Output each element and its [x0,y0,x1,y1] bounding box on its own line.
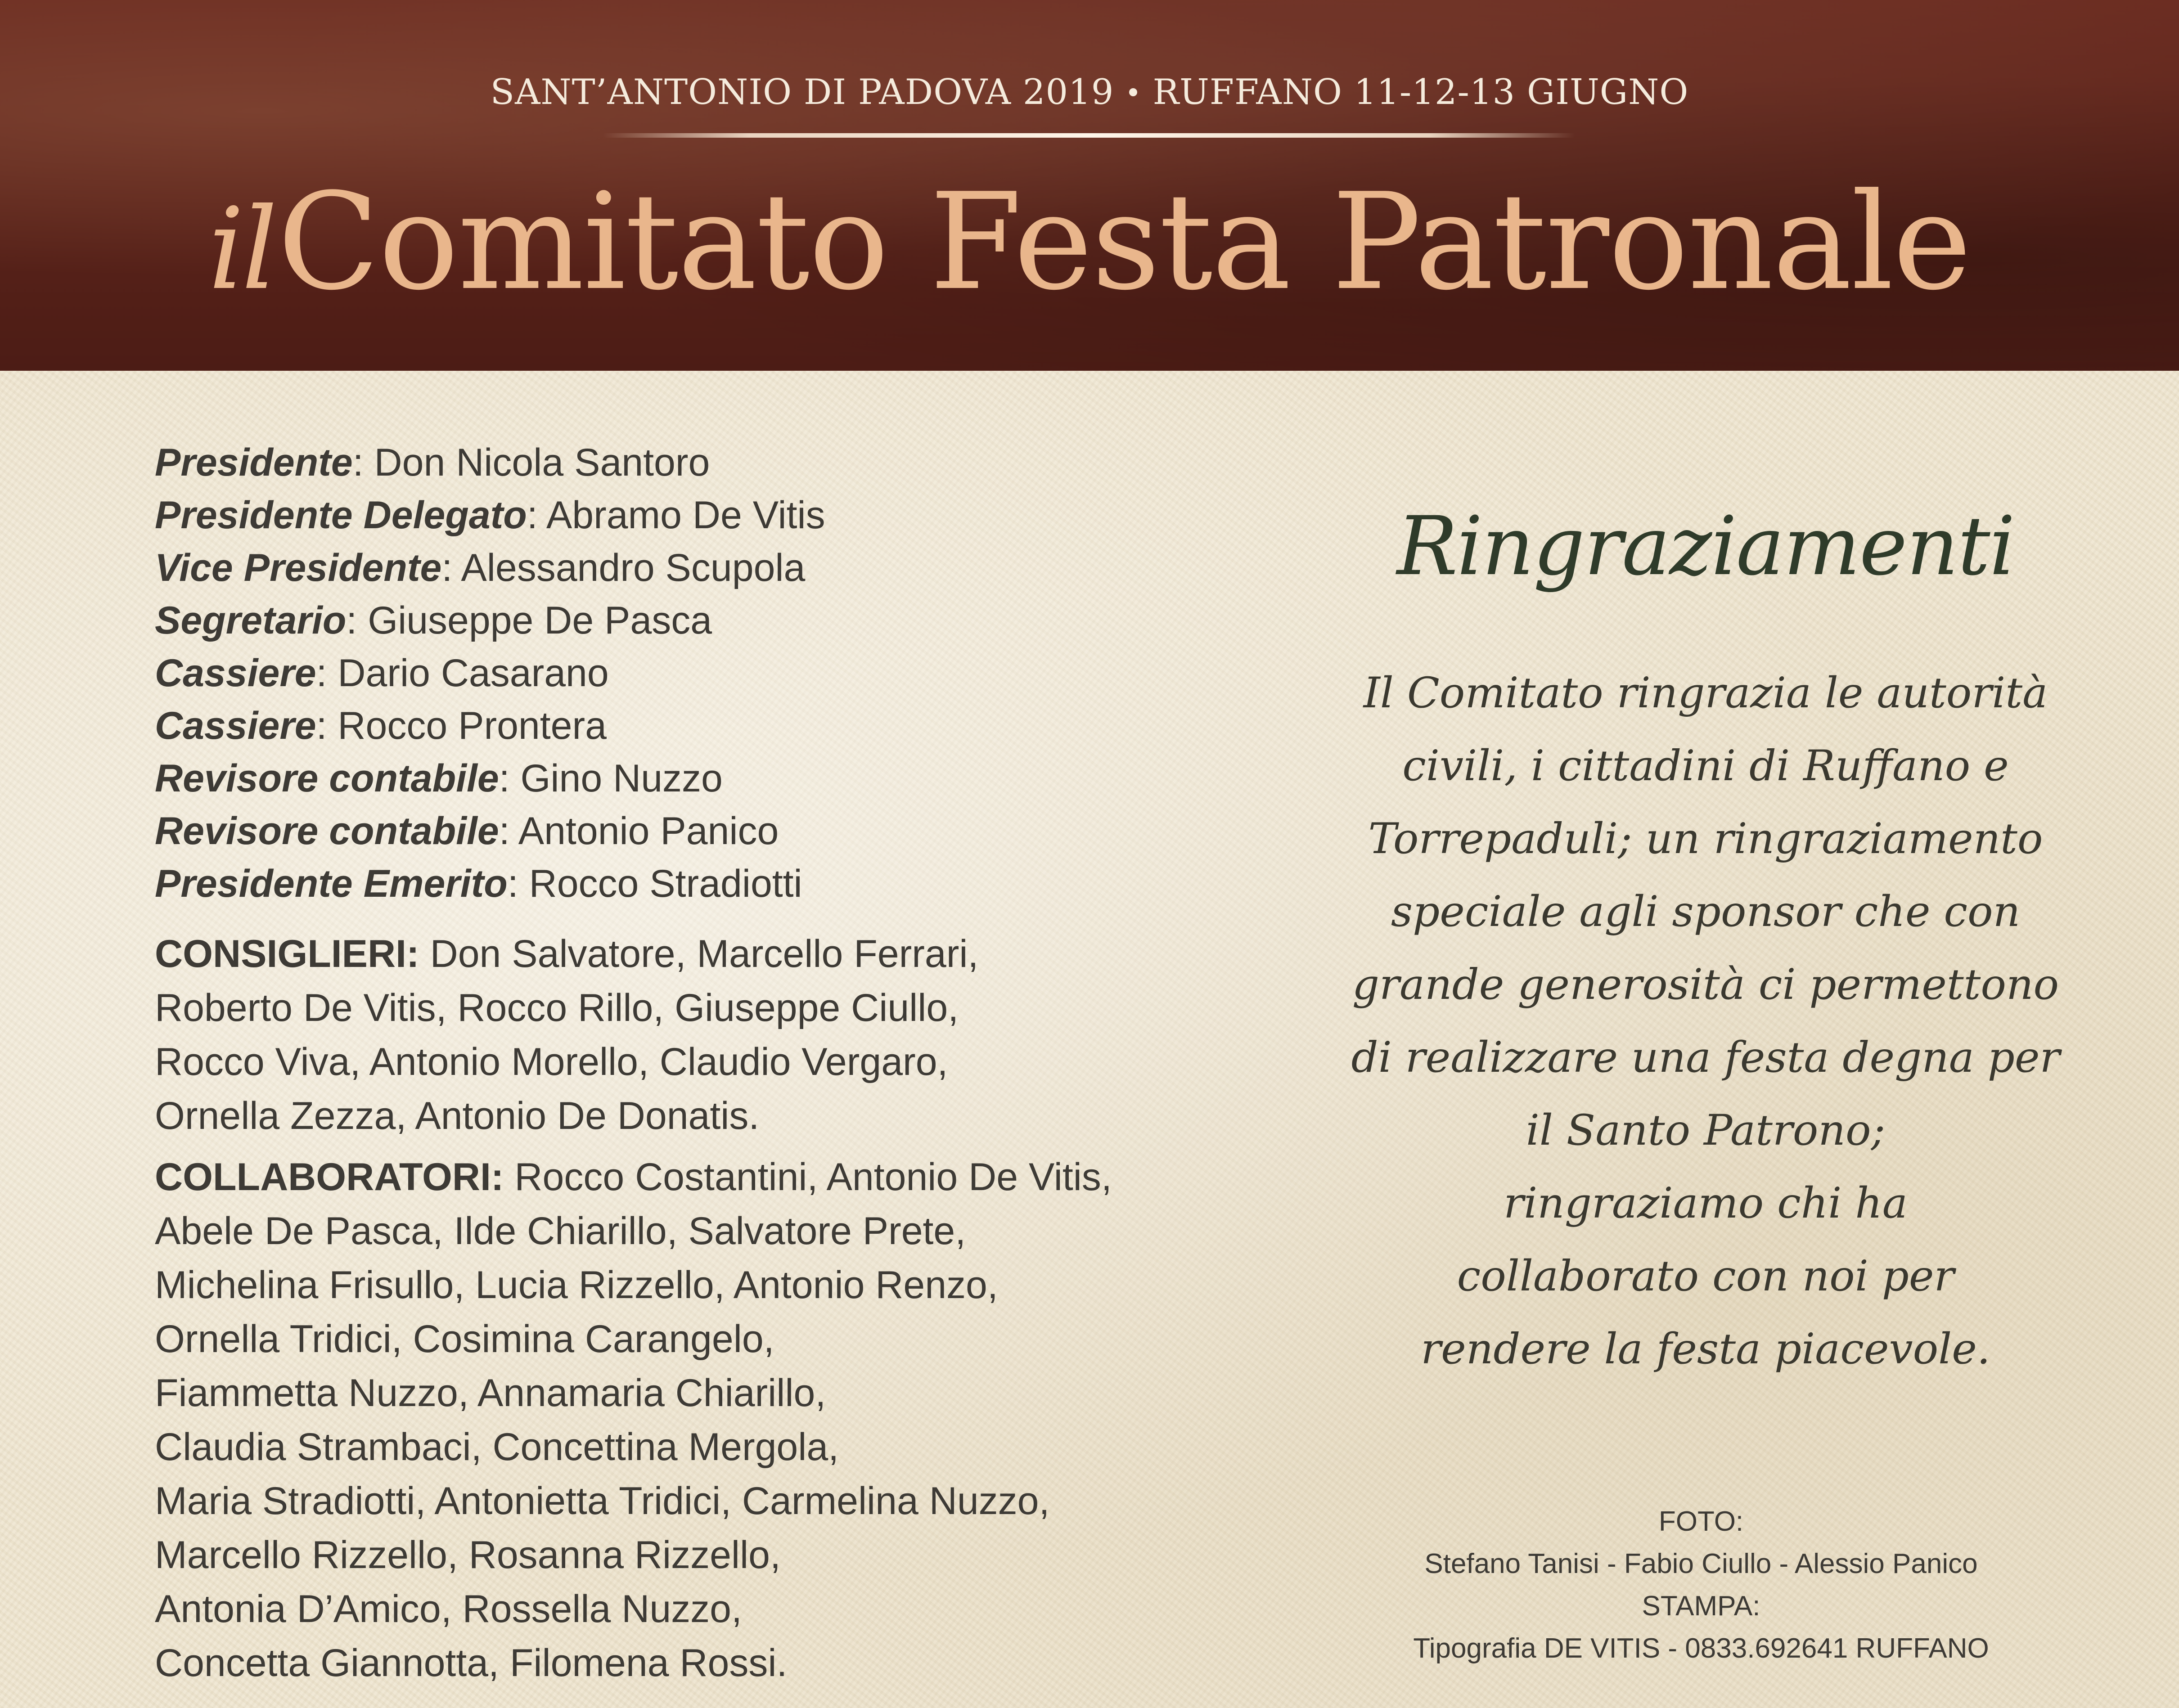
thanks-heading: Ringraziamenti [1396,499,2015,593]
role-name: Gino Nuzzo [520,757,723,800]
consiglieri-label: CONSIGLIERI: [155,932,419,975]
collaboratori-line: Maria Stradiotti, Antonietta Tridici, Carmelina Nuzzo, [155,1479,1050,1523]
title-main: Comitato Festa Patronale [277,164,1971,319]
thanks-paragraph [1305,657,2106,1386]
stampa-label: STAMPA: [1642,1591,1760,1622]
consiglieri-section [155,927,1244,1143]
consiglieri-line [155,927,1244,981]
thanks-line: collaborato con noi per [1457,1252,1954,1301]
role-name: Don Nicola Santoro [374,441,710,484]
collaboratori-section [155,1150,1244,1690]
collaboratori-line: Fiammetta Nuzzo, Annamaria Chiarillo, [155,1371,826,1415]
collaboratori-line: Antonia D’Amico, Rossella Nuzzo, [155,1587,742,1631]
role-line: Cassiere: Rocco Prontera [155,704,607,747]
role-title: Revisore contabile [155,809,499,853]
thanks-line: speciale agli sponsor che con [1391,887,2021,936]
role-title: Presidente [155,441,353,484]
collaboratori-line: Ornella Tridici, Cosimina Carangelo, [155,1317,774,1361]
role-name: Dario Casarano [338,652,609,695]
role-title: Cassiere [155,704,316,747]
consiglieri-line: Roberto De Vitis, Rocco Rillo, Giuseppe Ciullo, [155,986,959,1029]
role-line: Presidente: Don Nicola Santoro [155,441,710,484]
role-line: Vice Presidente: Alessandro Scupola [155,546,806,589]
role-name: Abramo De Vitis [546,494,825,537]
role-name: Giuseppe De Pasca [368,599,712,642]
role-line: Cassiere: Dario Casarano [155,652,609,695]
thanks-line: civili, i cittadini di Ruffano e [1402,742,2009,791]
header-subtitle [0,72,2179,112]
role-title: Presidente Emerito [155,862,508,905]
event-place-dates: RUFFANO 11-12-13 GIUGNO [1153,72,1689,112]
role-name: Antonio Panico [518,809,779,853]
consiglieri-line: Ornella Zezza, Antonio De Donatis. [155,1094,760,1137]
collaboratori-label: COLLABORATORI: [155,1155,504,1199]
committee-roles-list [155,436,1244,910]
collaboratori-names: Rocco Costantini, Antonio De Vitis, [514,1155,1112,1199]
consiglieri-line: Rocco Viva, Antonio Morello, Claudio Vergaro, [155,1040,948,1083]
title-article: il [208,184,275,315]
foto-label: FOTO: [1658,1506,1744,1537]
role-name: Rocco Prontera [338,704,607,747]
role-name: Alessandro Scupola [461,546,806,589]
consiglieri-names: Don Salvatore, Marcello Ferrari, [430,932,979,975]
role-title: Presidente Delegato [155,494,527,537]
event-name: SANT’ANTONIO DI PADOVA 2019 [490,72,1114,112]
foto-names: Stefano Tanisi - Fabio Ciullo - Alessio Panico [1424,1548,1978,1579]
collaboratori-line: Claudia Strambaci, Concettina Mergola, [155,1425,839,1469]
bullet-dot-icon [1129,88,1137,96]
role-line: Presidente Emerito: Rocco Stradiotti [155,862,802,905]
thanks-line: Torrepaduli; un ringraziamento [1368,814,2043,863]
page-title [0,164,2179,319]
collaboratori-line: Abele De Pasca, Ilde Chiarillo, Salvatore Prete, [155,1209,966,1253]
collaboratori-line: Concetta Giannotta, Filomena Rossi. [155,1641,788,1685]
role-name: Rocco Stradiotti [529,862,802,905]
role-title: Vice Presidente [155,546,442,589]
thanks-line: rendere la festa piacevole. [1421,1325,1990,1374]
thanks-line: il Santo Patrono; [1526,1106,1886,1155]
stampa-text: Tipografia DE VITIS - 0833.692641 RUFFANO [1413,1633,1989,1664]
role-title: Revisore contabile [155,757,499,800]
role-line: Presidente Delegato: Abramo De Vitis [155,494,825,537]
role-title: Segretario [155,599,347,642]
role-title: Cassiere [155,652,316,695]
thanks-line: grande generosità ci permettono [1352,960,2059,1009]
thanks-line: di realizzare una festa degna per [1351,1033,2060,1082]
role-line: Revisore contabile: Antonio Panico [155,809,779,853]
header-divider [603,133,1575,138]
collaboratori-line: Michelina Frisullo, Lucia Rizzello, Antonio Renzo, [155,1263,998,1307]
header-banner [0,0,2179,371]
collaboratori-line: Marcello Rizzello, Rosanna Rizzello, [155,1533,781,1577]
role-line: Segretario: Giuseppe De Pasca [155,599,712,642]
thanks-line: Il Comitato ringrazia le autorità [1363,669,2048,718]
thanks-line: ringraziamo chi ha [1504,1179,1908,1228]
role-line: Revisore contabile: Gino Nuzzo [155,757,723,800]
collaboratori-line [155,1150,1244,1204]
credits-block [1332,1501,2070,1670]
